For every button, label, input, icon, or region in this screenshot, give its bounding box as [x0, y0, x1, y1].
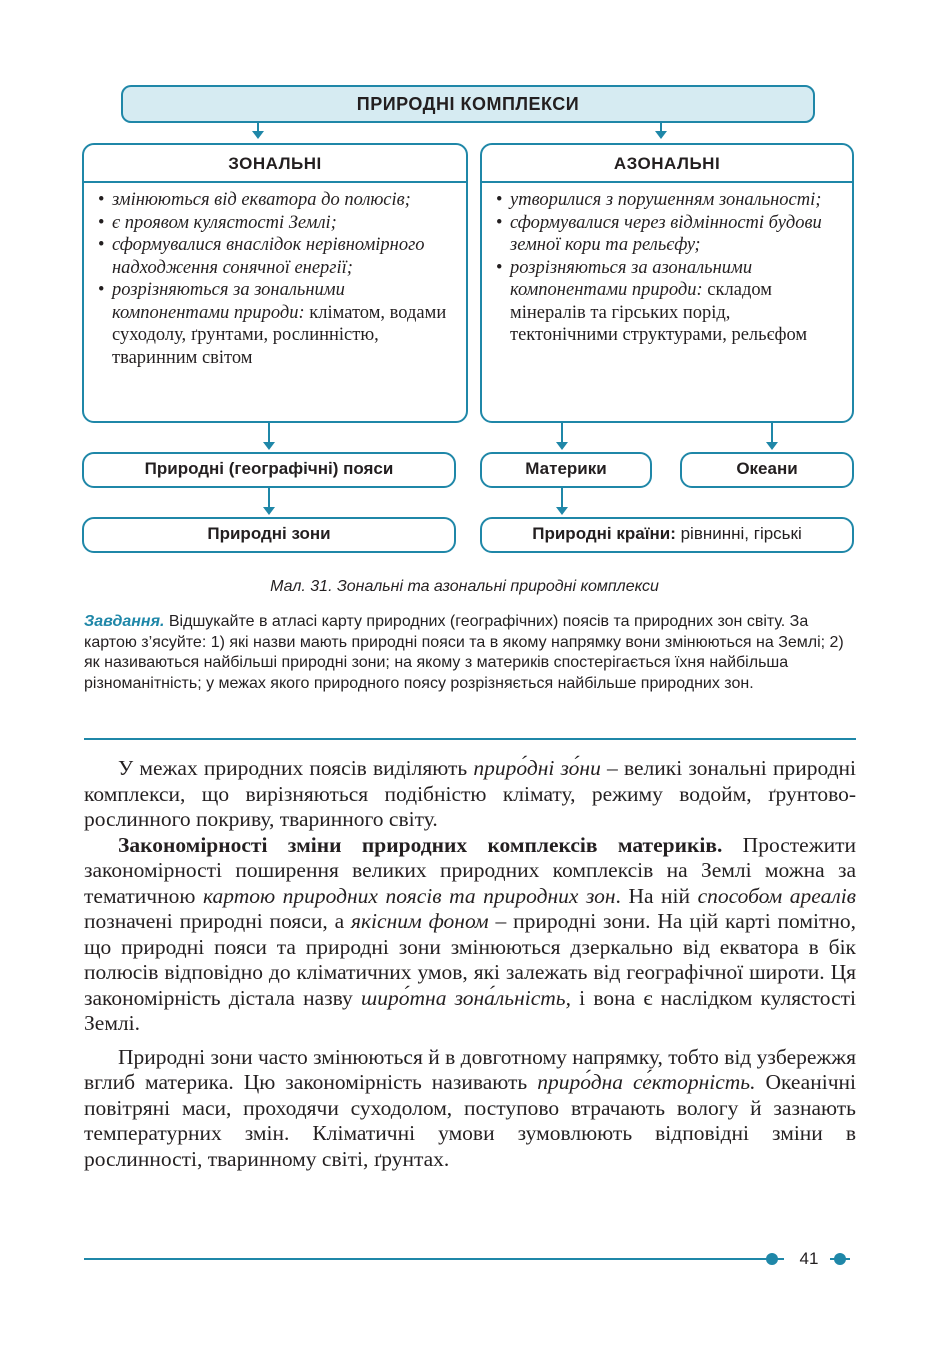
body-text [84, 756, 856, 1172]
countries-plain: рівнинні, гірські [675, 524, 802, 543]
task-label: Завдання. [84, 613, 165, 630]
arrow-belts-to-zones [268, 488, 270, 508]
term: широ́тна зона́льність, [361, 985, 571, 1010]
list-item: • є проявом кулястості Землі; [98, 212, 454, 235]
page-number: 41 [799, 1249, 819, 1268]
arrow-azonal-to-continents [561, 423, 563, 443]
belts-box [82, 452, 456, 488]
arrow-title-to-zonal [257, 123, 259, 132]
paragraph [84, 756, 856, 833]
task-block [84, 612, 856, 694]
term: картою природних поясів та природних зон [202, 883, 616, 908]
divider-line [84, 738, 856, 740]
text: і вона є наслідком кулястості Землі. [84, 985, 856, 1035]
zones-box [82, 517, 456, 553]
diagram-title: ПРИРОДНІ КОМПЛЕКСИ [121, 85, 815, 123]
arrow-azonal-to-oceans [771, 423, 773, 443]
paragraph [84, 1045, 856, 1173]
zonal-box [82, 143, 468, 423]
text: Простежити закономірності поширення великих природних комплексів на Землі можна за тематичною [84, 832, 856, 908]
arrow-continents-to-countries [561, 488, 563, 508]
figure-caption: Мал. 31. Зональні та азональні природні комплекси [270, 578, 659, 595]
text: – природні зони. На цій карті помітно, що природні пояси та природні зони змінюються дзеркально від екватора в бік полюсів відповідно до кліматичних умов, які залежать від географічної широти. Ця закономірність дістала назву [84, 909, 856, 1010]
countries-bold: Природні країни: [532, 524, 676, 543]
list-item: • сформувалися внаслідок нерівномірного надходження сонячної енергії; [98, 234, 454, 279]
text: – великі зональні природні комплекси, що вирізняються подібністю клімату, режиму водойм, ґрунтово-рослинного покриву, тваринного світу. [84, 756, 857, 831]
list-item: • сформувалися через відмінності будови земної кори та рельєфу; [496, 212, 840, 257]
belts-label: Природні (географічні) пояси [144, 459, 394, 478]
list-item-plain: кліматом, водами суходолу, ґрунтами, рослинністю, тваринним світом [112, 302, 447, 368]
zones-label: Природні зони [207, 524, 331, 543]
text: Природні зони часто змінюються й в довготному напрямку, тобто від узбережжя вглиб материка. Цю закономірність називають [84, 1044, 857, 1094]
footer-dash [760, 1258, 784, 1260]
term: приро́дні зо́ни [473, 756, 601, 780]
azonal-heading: АЗОНАЛЬНІ [482, 145, 852, 183]
list-item: • утворилися з порушенням зональності; [496, 189, 840, 212]
paragraph [84, 833, 856, 1037]
list-item-plain: складом мінералів та гірських порід, тектонічними структурами, рельєфом [510, 280, 808, 345]
text: Океанічні повітряні маси, проходячи суходолом, поступово втрачають вологу й зазнають температурних змін. Кліматичні умови зумовлюють відповідні зміни в рослинності, тваринному світі, ґрунтах. [84, 1070, 856, 1171]
text: . На ній [615, 883, 698, 908]
section-heading: Закономірності зміни природних комплексів материків. [118, 832, 723, 857]
text: У межах природних поясів виділяють [118, 756, 474, 780]
countries-box [480, 517, 854, 553]
term: способом ареалів [697, 883, 857, 908]
azonal-list [482, 183, 852, 347]
footer-dot-right-icon [834, 1253, 846, 1265]
list-item-italic: розрізняються за зональними компонентами природи: [112, 280, 345, 323]
list-item-italic: розрізняються за азональними компонентами природи: [510, 257, 753, 300]
list-item [496, 257, 840, 347]
footer-line [84, 1258, 760, 1260]
text: позначені природні пояси, а [84, 909, 351, 933]
arrow-title-to-azonal [660, 123, 662, 132]
list-item [98, 279, 454, 369]
continents-label: Материки [525, 459, 607, 478]
arrow-zonal-to-belts [268, 423, 270, 443]
task-text: Відшукайте в атласі карту природних (географічних) поясів та природних зон світу. За картою з’ясуйте: 1) які назви мають природні пояси та в якому напрямку вони змінюються на Землі; 2) як називаються найбільші природні зони; на якому з материків спостерігається їхня найбільша різноманітність; у межах якого природного поясу розрізняється найбільше природних зон. [84, 613, 844, 692]
oceans-box [680, 452, 854, 488]
azonal-box [480, 143, 854, 423]
term: приро́дна се́кторність. [537, 1070, 756, 1094]
list-item: • змінюються від екватора до полюсів; [98, 189, 454, 212]
continents-box [480, 452, 652, 488]
zonal-list [84, 183, 466, 369]
oceans-label: Океани [736, 459, 798, 478]
term: якісним фоном [351, 909, 489, 933]
zonal-heading: ЗОНАЛЬНІ [84, 145, 466, 183]
